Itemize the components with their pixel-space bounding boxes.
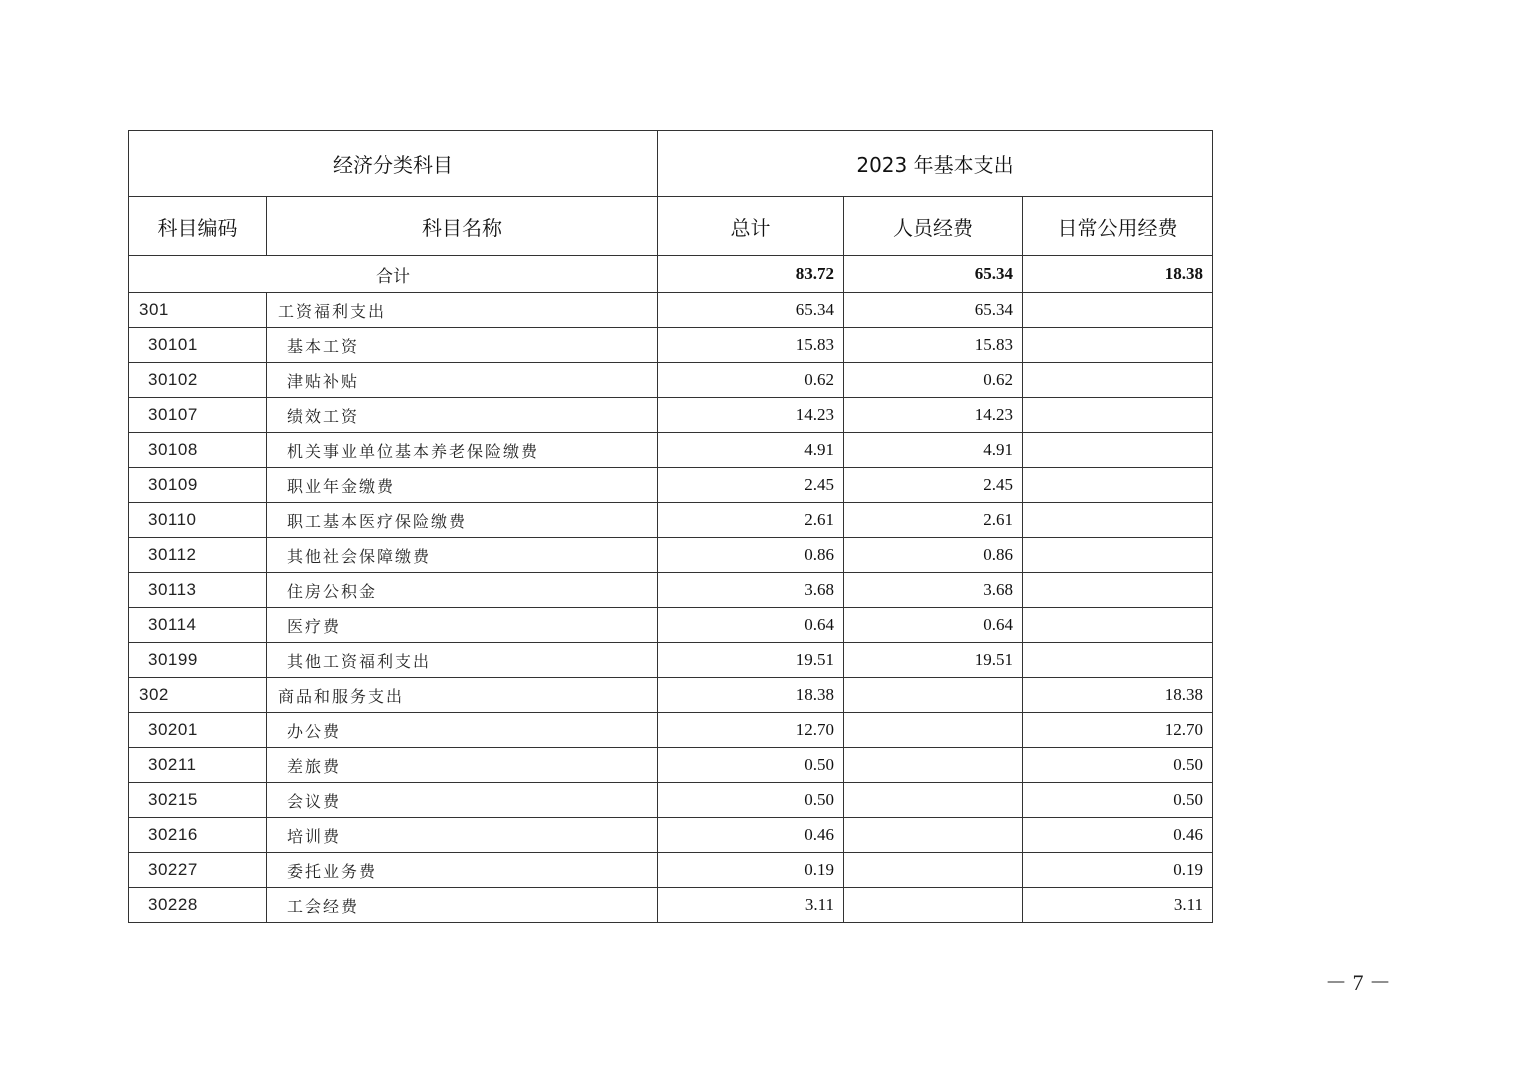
row-total: 0.64 [658, 608, 844, 643]
row-code: 30211 [129, 748, 267, 783]
table-row [129, 538, 1213, 573]
table-row [129, 503, 1213, 538]
header-code: 科目编码 [129, 197, 267, 256]
header-personnel: 人员经费 [844, 197, 1023, 256]
header-total: 总计 [658, 197, 844, 256]
row-total: 0.50 [658, 783, 844, 818]
header-row-2 [129, 197, 1213, 256]
row-personnel: 14.23 [844, 398, 1023, 433]
row-total: 0.50 [658, 748, 844, 783]
row-code: 30109 [129, 468, 267, 503]
row-public [1023, 468, 1213, 503]
row-code: 30112 [129, 538, 267, 573]
row-name: 会议费 [267, 783, 658, 818]
row-name: 职工基本医疗保险缴费 [267, 503, 658, 538]
row-public: 3.11 [1023, 888, 1213, 923]
row-name: 差旅费 [267, 748, 658, 783]
table-row [129, 608, 1213, 643]
total-label: 合计 [129, 256, 658, 293]
table-row [129, 398, 1213, 433]
row-personnel: 4.91 [844, 433, 1023, 468]
row-personnel [844, 818, 1023, 853]
row-public [1023, 643, 1213, 678]
row-total: 18.38 [658, 678, 844, 713]
table-row [129, 748, 1213, 783]
row-code: 30110 [129, 503, 267, 538]
row-public: 0.50 [1023, 748, 1213, 783]
row-name: 绩效工资 [267, 398, 658, 433]
row-public: 12.70 [1023, 713, 1213, 748]
total-personnel: 65.34 [844, 256, 1023, 293]
row-public [1023, 503, 1213, 538]
header-name: 科目名称 [267, 197, 658, 256]
row-code: 30113 [129, 573, 267, 608]
row-personnel: 65.34 [844, 293, 1023, 328]
row-public [1023, 363, 1213, 398]
row-code: 30102 [129, 363, 267, 398]
row-personnel: 2.61 [844, 503, 1023, 538]
page-number: － 7 － [1324, 970, 1391, 995]
row-personnel: 15.83 [844, 328, 1023, 363]
row-personnel [844, 888, 1023, 923]
row-total: 0.86 [658, 538, 844, 573]
row-name: 商品和服务支出 [267, 678, 658, 713]
row-code: 30216 [129, 818, 267, 853]
row-name: 基本工资 [267, 328, 658, 363]
row-code: 301 [129, 293, 267, 328]
total-row [129, 256, 1213, 293]
table-row [129, 363, 1213, 398]
table-row [129, 433, 1213, 468]
row-personnel [844, 678, 1023, 713]
row-personnel [844, 783, 1023, 818]
row-public [1023, 328, 1213, 363]
total-public: 18.38 [1023, 256, 1213, 293]
row-total: 12.70 [658, 713, 844, 748]
row-personnel: 2.45 [844, 468, 1023, 503]
table-row [129, 573, 1213, 608]
row-public: 18.38 [1023, 678, 1213, 713]
row-code: 30201 [129, 713, 267, 748]
header-public: 日常公用经费 [1023, 197, 1213, 256]
row-code: 30228 [129, 888, 267, 923]
row-total: 3.68 [658, 573, 844, 608]
row-public: 0.19 [1023, 853, 1213, 888]
row-public [1023, 293, 1213, 328]
table-row [129, 643, 1213, 678]
row-code: 30114 [129, 608, 267, 643]
total-sum: 83.72 [658, 256, 844, 293]
table-row [129, 678, 1213, 713]
table-row [129, 853, 1213, 888]
header-year-budget: 2023 年基本支出 [658, 131, 1213, 197]
row-personnel: 3.68 [844, 573, 1023, 608]
row-code: 30227 [129, 853, 267, 888]
row-name: 其他社会保障缴费 [267, 538, 658, 573]
header-econ-category: 经济分类科目 [129, 131, 658, 197]
row-public [1023, 538, 1213, 573]
row-total: 2.61 [658, 503, 844, 538]
row-name: 医疗费 [267, 608, 658, 643]
row-total: 15.83 [658, 328, 844, 363]
row-total: 0.19 [658, 853, 844, 888]
row-name: 住房公积金 [267, 573, 658, 608]
row-name: 工资福利支出 [267, 293, 658, 328]
row-code: 30215 [129, 783, 267, 818]
row-total: 4.91 [658, 433, 844, 468]
row-total: 65.34 [658, 293, 844, 328]
row-code: 30108 [129, 433, 267, 468]
row-public [1023, 608, 1213, 643]
row-total: 19.51 [658, 643, 844, 678]
table-row [129, 713, 1213, 748]
row-name: 职业年金缴费 [267, 468, 658, 503]
row-public: 0.46 [1023, 818, 1213, 853]
budget-table [128, 130, 1213, 923]
row-code: 302 [129, 678, 267, 713]
row-name: 委托业务费 [267, 853, 658, 888]
row-code: 30199 [129, 643, 267, 678]
row-public [1023, 398, 1213, 433]
table-row [129, 328, 1213, 363]
row-total: 0.62 [658, 363, 844, 398]
row-name: 培训费 [267, 818, 658, 853]
row-total: 0.46 [658, 818, 844, 853]
table-row [129, 293, 1213, 328]
table-row [129, 468, 1213, 503]
row-personnel [844, 748, 1023, 783]
row-name: 津贴补贴 [267, 363, 658, 398]
row-name: 工会经费 [267, 888, 658, 923]
row-name: 办公费 [267, 713, 658, 748]
row-name: 其他工资福利支出 [267, 643, 658, 678]
row-public: 0.50 [1023, 783, 1213, 818]
table-row [129, 818, 1213, 853]
table-row [129, 783, 1213, 818]
row-total: 2.45 [658, 468, 844, 503]
row-public [1023, 433, 1213, 468]
row-name: 机关事业单位基本养老保险缴费 [267, 433, 658, 468]
row-personnel: 0.86 [844, 538, 1023, 573]
row-personnel [844, 853, 1023, 888]
row-total: 3.11 [658, 888, 844, 923]
row-personnel [844, 713, 1023, 748]
row-code: 30101 [129, 328, 267, 363]
header-row-1 [129, 131, 1213, 197]
row-public [1023, 573, 1213, 608]
row-code: 30107 [129, 398, 267, 433]
row-total: 14.23 [658, 398, 844, 433]
table-row [129, 888, 1213, 923]
row-personnel: 0.64 [844, 608, 1023, 643]
row-personnel: 19.51 [844, 643, 1023, 678]
row-personnel: 0.62 [844, 363, 1023, 398]
